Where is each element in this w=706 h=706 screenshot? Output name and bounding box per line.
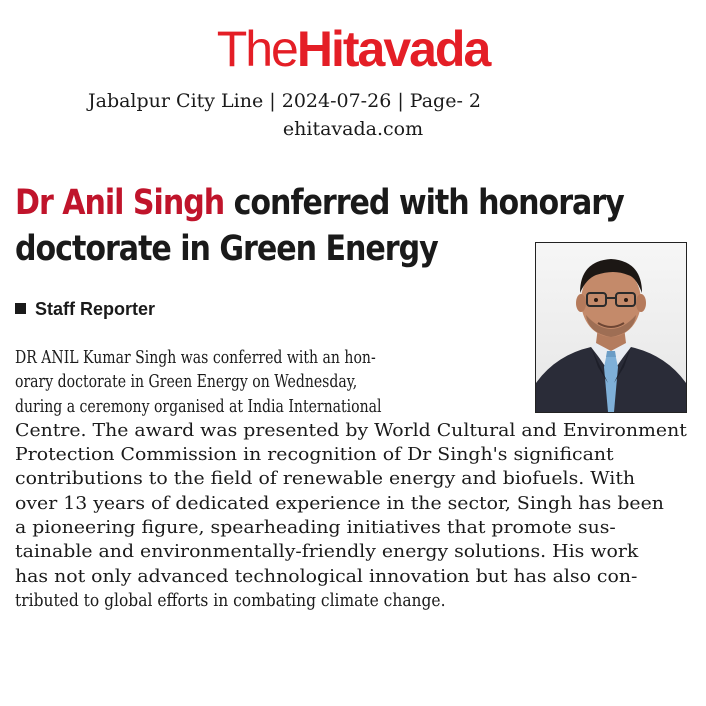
masthead-name: Hitavada [296, 21, 490, 77]
byline-text: Staff Reporter [35, 299, 156, 319]
article-body [15, 346, 687, 613]
body-line: has not only advanced technological innovation but has also con- [15, 565, 638, 587]
body-line: tributed to global efforts in combating climate change. [15, 589, 446, 611]
body-line: contributions to the field of renewable energy and biofuels. With [15, 468, 636, 490]
dateline [88, 89, 481, 113]
publication-date: 2024-07-26 [281, 90, 392, 112]
dateline-separator: | [269, 90, 276, 112]
body-line: orary doctorate in Green Energy on Wednesday, [15, 371, 358, 393]
body-line: over 13 years of dedicated experience in the sector, Singh has been [15, 492, 664, 514]
edition-name: Jabalpur City Line [88, 90, 264, 112]
body-line: tainable and environmentally-friendly energy solutions. His work [15, 541, 639, 563]
dateline-separator: | [397, 90, 404, 112]
page-number: Page- 2 [409, 90, 481, 112]
article-headline [15, 180, 624, 272]
body-line: Centre. The award was presented by World Cultural and Environment [15, 419, 687, 441]
masthead-the: The [216, 21, 297, 77]
byline [15, 297, 155, 321]
headline-rest: conferred with honorary [224, 183, 624, 223]
headline-name: Dr Anil Singh [15, 183, 225, 223]
body-line: during a ceremony organised at India International [15, 395, 382, 417]
byline-square-icon [15, 303, 26, 314]
body-line: a pioneering figure, spearheading initiatives that promote sus- [15, 517, 616, 539]
body-line: DR ANIL Kumar Singh was conferred with an hon- [15, 347, 376, 368]
masthead-logo [0, 22, 706, 76]
headline-line-2: doctorate in Green Energy [15, 229, 438, 269]
body-line: Protection Commission in recognition of Dr Singh's significant [15, 444, 614, 466]
headline-line-1 [15, 180, 624, 226]
site-url: ehitavada.com [282, 118, 424, 140]
